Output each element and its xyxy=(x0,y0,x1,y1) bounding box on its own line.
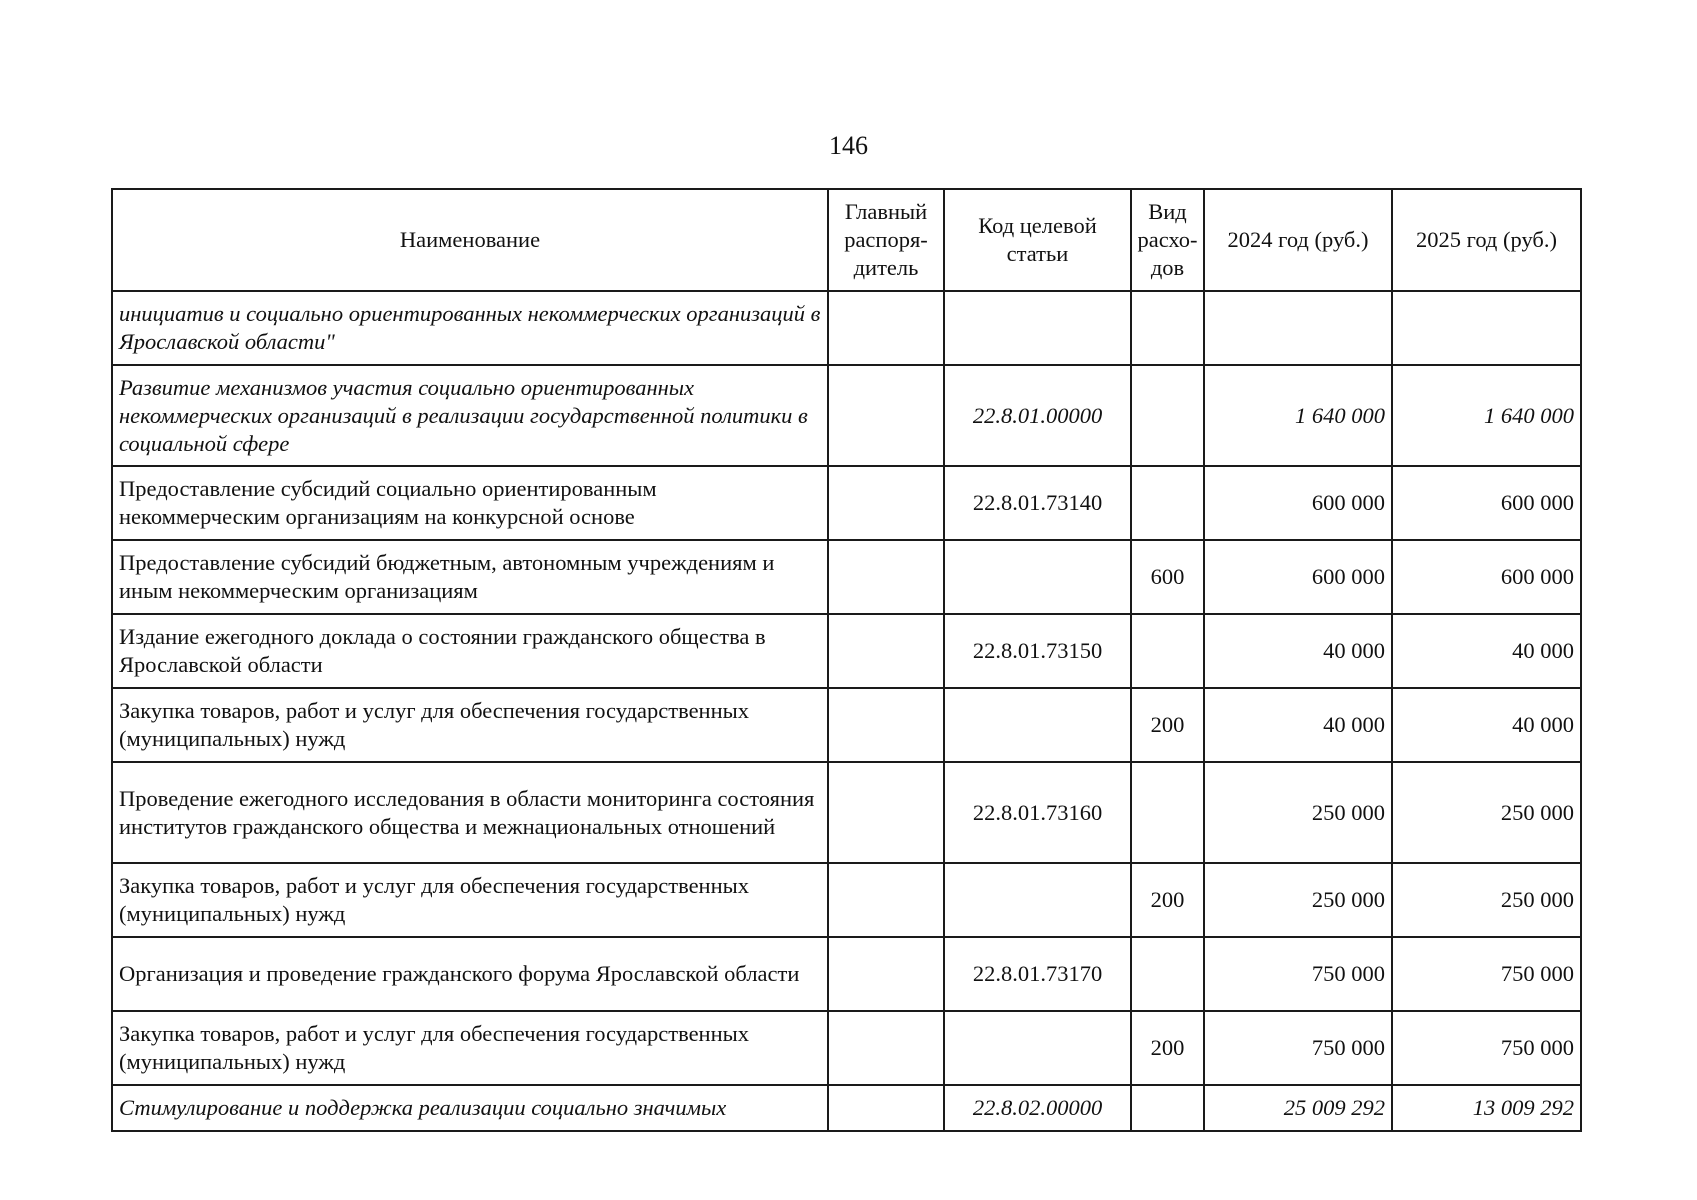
cell-2024 xyxy=(1204,291,1392,365)
cell-manager xyxy=(828,688,944,762)
cell-code xyxy=(944,863,1131,937)
cell-2025: 40 000 xyxy=(1392,614,1581,688)
budget-table xyxy=(111,188,1582,1132)
cell-2024: 250 000 xyxy=(1204,863,1392,937)
cell-2025: 750 000 xyxy=(1392,937,1581,1011)
cell-2024: 750 000 xyxy=(1204,1011,1392,1085)
cell-2025: 600 000 xyxy=(1392,540,1581,614)
table-row xyxy=(112,540,1581,614)
cell-2025 xyxy=(1392,291,1581,365)
cell-name: Развитие механизмов участия социально ориентированных некоммерческих организаций в реализации государственной политики в социальной сфере xyxy=(112,365,828,466)
cell-manager xyxy=(828,466,944,540)
cell-2024: 40 000 xyxy=(1204,688,1392,762)
cell-2024: 25 009 292 xyxy=(1204,1085,1392,1131)
cell-2024: 600 000 xyxy=(1204,540,1392,614)
cell-manager xyxy=(828,614,944,688)
table-row xyxy=(112,291,1581,365)
cell-name: Предоставление субсидий социально ориентированным некоммерческим организациям на конкурсной основе xyxy=(112,466,828,540)
table-row xyxy=(112,365,1581,466)
table-row xyxy=(112,937,1581,1011)
cell-name: Закупка товаров, работ и услуг для обеспечения государственных (муниципальных) нужд xyxy=(112,1011,828,1085)
cell-2025: 13 009 292 xyxy=(1392,1085,1581,1131)
cell-name: Закупка товаров, работ и услуг для обеспечения государственных (муниципальных) нужд xyxy=(112,863,828,937)
cell-2024: 1 640 000 xyxy=(1204,365,1392,466)
header-manager: Главный распоря-дитель xyxy=(828,189,944,291)
cell-2024: 750 000 xyxy=(1204,937,1392,1011)
cell-kind xyxy=(1131,291,1204,365)
cell-name: Предоставление субсидий бюджетным, автономным учреждениям и иным некоммерческим организациям xyxy=(112,540,828,614)
cell-kind: 600 xyxy=(1131,540,1204,614)
cell-2025: 1 640 000 xyxy=(1392,365,1581,466)
header-2025: 2025 год (руб.) xyxy=(1392,189,1581,291)
cell-code xyxy=(944,688,1131,762)
cell-name: Стимулирование и поддержка реализации социально значимых xyxy=(112,1085,828,1131)
cell-manager xyxy=(828,291,944,365)
table-row xyxy=(112,1011,1581,1085)
cell-2025: 600 000 xyxy=(1392,466,1581,540)
table-row xyxy=(112,466,1581,540)
cell-2024: 40 000 xyxy=(1204,614,1392,688)
cell-2025: 750 000 xyxy=(1392,1011,1581,1085)
table-row xyxy=(112,863,1581,937)
cell-2025: 250 000 xyxy=(1392,762,1581,863)
header-code: Код целевой статьи xyxy=(944,189,1131,291)
cell-2025: 40 000 xyxy=(1392,688,1581,762)
cell-manager xyxy=(828,863,944,937)
table-row xyxy=(112,614,1581,688)
cell-code: 22.8.01.73160 xyxy=(944,762,1131,863)
cell-kind: 200 xyxy=(1131,688,1204,762)
header-kind: Вид расхо-дов xyxy=(1131,189,1204,291)
page-number: 146 xyxy=(829,131,868,160)
cell-name: Организация и проведение гражданского форума Ярославской области xyxy=(112,937,828,1011)
cell-code: 22.8.01.73140 xyxy=(944,466,1131,540)
cell-code: 22.8.01.00000 xyxy=(944,365,1131,466)
cell-kind xyxy=(1131,365,1204,466)
cell-code xyxy=(944,1011,1131,1085)
cell-manager xyxy=(828,1011,944,1085)
table-body xyxy=(112,291,1581,1131)
cell-kind xyxy=(1131,614,1204,688)
cell-code xyxy=(944,291,1131,365)
cell-kind xyxy=(1131,466,1204,540)
cell-name: Издание ежегодного доклада о состоянии гражданского общества в Ярославской области xyxy=(112,614,828,688)
header-name: Наименование xyxy=(112,189,828,291)
header-2024: 2024 год (руб.) xyxy=(1204,189,1392,291)
cell-kind xyxy=(1131,937,1204,1011)
cell-kind: 200 xyxy=(1131,863,1204,937)
cell-name: инициатив и социально ориентированных некоммерческих организаций в Ярославской области" xyxy=(112,291,828,365)
cell-manager xyxy=(828,1085,944,1131)
cell-code: 22.8.01.73150 xyxy=(944,614,1131,688)
cell-code xyxy=(944,540,1131,614)
cell-2024: 250 000 xyxy=(1204,762,1392,863)
cell-manager xyxy=(828,937,944,1011)
table-header-row xyxy=(112,189,1581,291)
cell-name: Проведение ежегодного исследования в области мониторинга состояния институтов гражданского общества и межнациональных отношений xyxy=(112,762,828,863)
cell-manager xyxy=(828,365,944,466)
cell-manager xyxy=(828,762,944,863)
table-row xyxy=(112,1085,1581,1131)
cell-2025: 250 000 xyxy=(1392,863,1581,937)
cell-kind xyxy=(1131,762,1204,863)
table-row xyxy=(112,688,1581,762)
cell-code: 22.8.02.00000 xyxy=(944,1085,1131,1131)
table-row xyxy=(112,762,1581,863)
cell-kind xyxy=(1131,1085,1204,1131)
cell-manager xyxy=(828,540,944,614)
cell-code: 22.8.01.73170 xyxy=(944,937,1131,1011)
cell-kind: 200 xyxy=(1131,1011,1204,1085)
cell-2024: 600 000 xyxy=(1204,466,1392,540)
cell-name: Закупка товаров, работ и услуг для обеспечения государственных (муниципальных) нужд xyxy=(112,688,828,762)
